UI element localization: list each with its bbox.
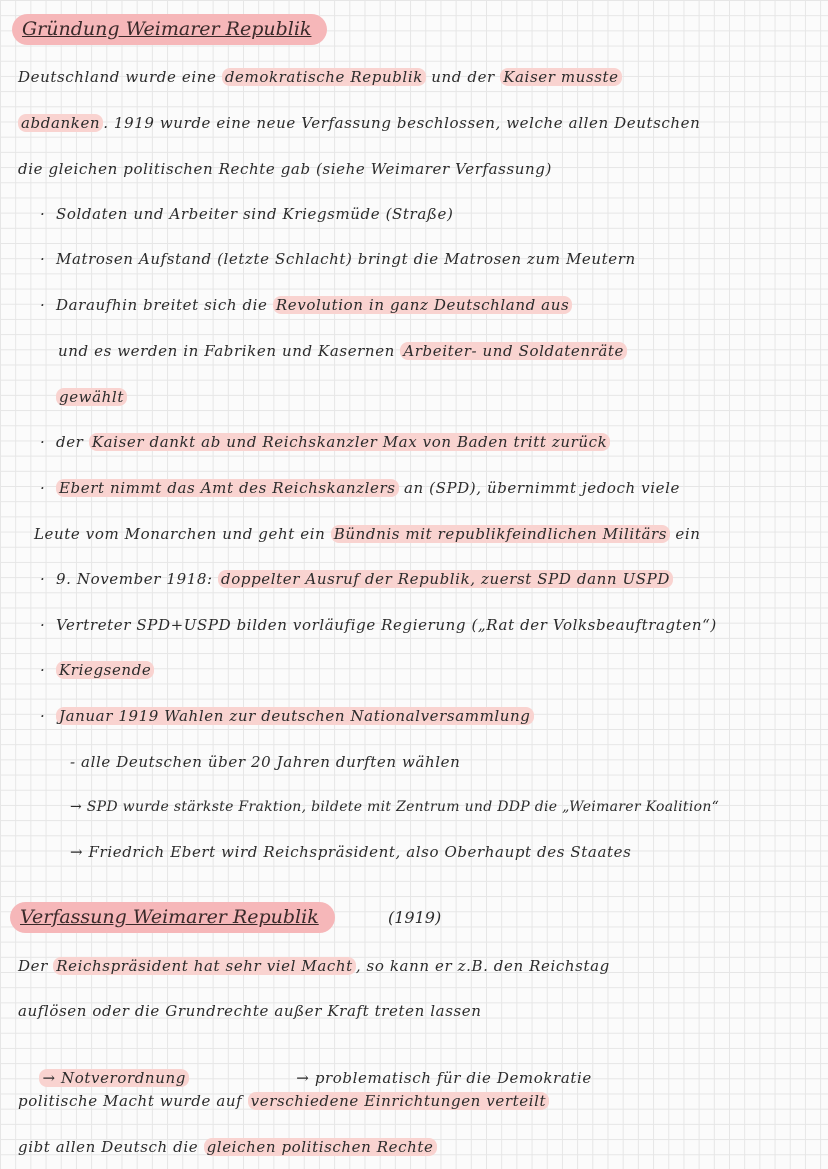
bullet-soldaten: · Soldaten und Arbeiter sind Kriegsmüde (Straße) xyxy=(40,205,454,223)
heading-gruendung: Gründung Weimarer Republik xyxy=(12,14,327,45)
verfassung-line-2: auflösen oder die Grundrechte außer Kraft treten lassen xyxy=(18,1002,482,1020)
bullet-vertreter: · Vertreter SPD+USPD bilden vorläufige Regierung („Rat der Volksbeauftragten“) xyxy=(40,616,717,634)
bullet-revolution-cont-2: gewählt xyxy=(18,386,814,408)
sub-ebert: → Friedrich Ebert wird Reichspräsident, also Oberhaupt des Staates xyxy=(70,843,632,861)
bullet-dot: · xyxy=(40,661,46,679)
bullet-ebert-cont: Leute vom Monarchen und geht ein Bündnis mit republikfeindlichen Militärs ein xyxy=(34,525,701,543)
intro-line-1: Deutschland wurde eine demokratische Republik und der Kaiser musste xyxy=(18,66,814,88)
bullet-dot: · xyxy=(40,707,46,725)
bullet-dot: · xyxy=(40,296,46,314)
bullet-revolution: · Daraufhin breitet sich die Revolution in ganz Deutschland aus xyxy=(18,294,814,316)
bullet-januar: · Januar 1919 Wahlen zur deutschen Nationalversammlung xyxy=(18,705,814,727)
verfassung-year: (1919) xyxy=(388,908,442,927)
verfassung-line-3: → Notverordnung → problematisch für die Demokratie xyxy=(18,1045,814,1111)
heading-verfassung: Verfassung Weimarer Republik xyxy=(10,902,335,933)
bullet-dot: · xyxy=(40,205,46,223)
verfassung-line-1: Der Reichspräsident hat sehr viel Macht , so kann er z.B. den Reichstag xyxy=(18,957,610,975)
sub-spd: → SPD wurde stärkste Fraktion, bildete mit Zentrum und DDP die „Weimarer Koalition“ xyxy=(70,799,720,815)
bullet-revolution-cont: und es werden in Fabriken und Kasernen Arbeiter- und Soldatenräte xyxy=(18,340,814,362)
bullet-matrosen: · Matrosen Aufstand (letzte Schlacht) bringt die Matrosen zum Meutern xyxy=(40,250,636,268)
bullet-november: · 9. November 1918: doppelter Ausruf der Republik, zuerst SPD dann USPD xyxy=(18,568,814,590)
intro-line-2: abdanken . 1919 wurde eine neue Verfassung beschlossen, welche allen Deutschen xyxy=(18,112,814,134)
sub-wahlrecht: - alle Deutschen über 20 Jahren durften wählen xyxy=(70,753,461,771)
verfassung-line-4: politische Macht wurde auf verschiedene Einrichtungen verteilt xyxy=(18,1090,814,1112)
bullet-ebert: · Ebert nimmt das Amt des Reichskanzlers an (SPD), übernimmt jedoch viele xyxy=(40,479,680,497)
bullet-dot: · xyxy=(40,250,46,268)
bullet-kriegsende: · Kriegsende xyxy=(18,659,814,681)
bullet-dot: · xyxy=(40,570,46,588)
bullet-dot: · xyxy=(40,616,46,634)
bullet-dot: · xyxy=(40,479,46,497)
intro-line-3: die gleichen politischen Rechte gab (siehe Weimarer Verfassung) xyxy=(18,160,552,178)
bullet-dot: · xyxy=(40,433,46,451)
verfassung-line-5: gibt allen Deutsch die gleichen politischen Rechte xyxy=(18,1136,814,1158)
bullet-kaiser: · der Kaiser dankt ab und Reichskanzler Max von Baden tritt zurück xyxy=(18,431,814,453)
